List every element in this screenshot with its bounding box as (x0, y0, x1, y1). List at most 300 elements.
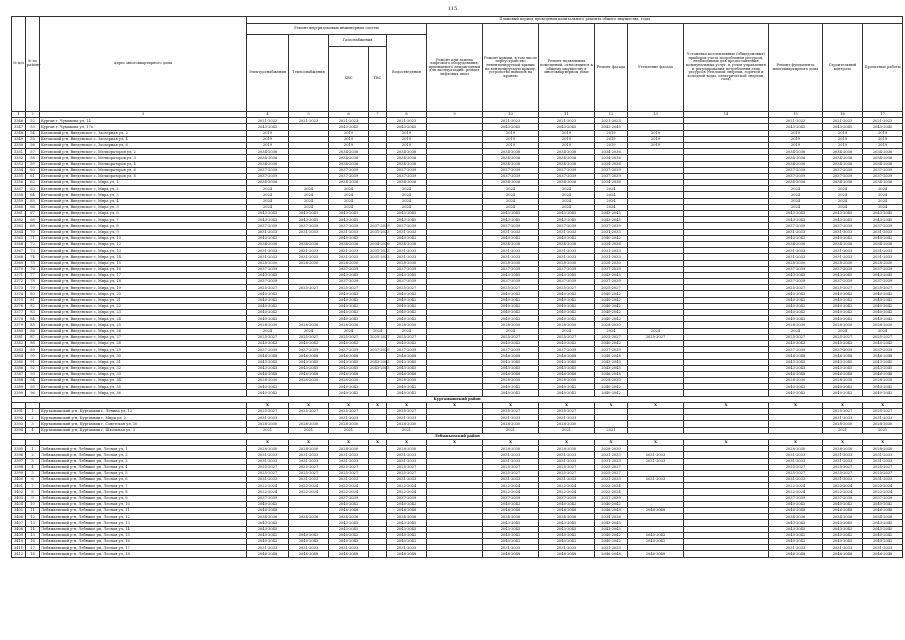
period-cell: 2025-2027 (387, 409, 427, 415)
period-cell: 2043-2045 (769, 124, 823, 130)
district-number: 91 (26, 359, 40, 365)
row-number: 3392 (12, 415, 26, 421)
period-cell: 2040-2042 (595, 310, 628, 316)
period-cell: 2043-2045 (289, 211, 329, 217)
address-cell: Кетовский р-н, Введенское с, Мира ул, 5 (40, 204, 247, 210)
period-cell: 2040-2042 (823, 235, 863, 241)
address-cell: Кетовский р-н, Введенское с, Мира ул, 17 (40, 272, 247, 278)
period-cell: 2043-2045 (247, 365, 289, 371)
period-cell: 2034-2036 (247, 180, 289, 186)
period-cell: 2028-2030 (483, 378, 539, 384)
period-cell: 2040-2042 (329, 310, 369, 316)
district-number: 64 (26, 192, 40, 198)
address-cell: Лебяжьевский р-н, Лебяжье рп, Лесная ул, 11 (40, 508, 247, 514)
period-cell: 2034-2036 (863, 149, 903, 155)
period-cell: 2034-2036 (863, 180, 903, 186)
period-cell: 2022-2024 (247, 489, 289, 495)
period-cell: 2031-2033 (863, 452, 903, 458)
period-cell: 2034-2036 (483, 161, 539, 167)
period-cell: 2040-2042 (863, 532, 903, 538)
period-cell: 2025-2027 (769, 464, 823, 470)
period-cell: 2043-2045 (247, 272, 289, 278)
period-cell: 2037-2039 (483, 495, 539, 501)
period-cell: 2037-2039 (823, 173, 863, 179)
period-cell: 2031-2033 (823, 477, 863, 483)
period-cell: 2040-2042 (769, 316, 823, 322)
period-cell: 2046-2048 (289, 371, 329, 377)
period-cell: 2019 (483, 136, 539, 142)
period-cell: 2037-2039 (387, 347, 427, 353)
district-number: 14 (26, 526, 40, 532)
period-cell: 2022-2024 (387, 489, 427, 495)
col-meters-header: Установка коллективных (общедомовых) приборов учета потребления ресурсов, необходимых для предоставления коммунальных услуг, и узлов управления и регулирования потребления этих ресурсов (тепловой энергии, горячей и холодной воды, электрической энергии, газа) (684, 24, 769, 112)
period-cell: 2037-2039 (387, 167, 427, 173)
row-number: 3388 (12, 378, 26, 384)
period-cell: 2024 (863, 186, 903, 192)
period-cell: 2037-2039 (247, 347, 289, 353)
period-cell: 2034-2036 (823, 155, 863, 161)
district-number: 56 (26, 142, 40, 148)
district-number: 17 (26, 545, 40, 551)
period-cell: 2034-2036 (329, 161, 369, 167)
district-number: 82 (26, 303, 40, 309)
not-applicable-cell: X (595, 402, 628, 408)
row-number: 3372 (12, 279, 26, 285)
period-cell: 2037-2039 (595, 223, 628, 229)
period-cell: 2046-2048 (823, 371, 863, 377)
period-cell: 2037-2039 (539, 266, 595, 272)
gas-water-group-header: Газоснабжения (329, 35, 387, 47)
district-number: 87 (26, 334, 40, 340)
period-cell: 2046-2048 (483, 508, 539, 514)
district-number: 12 (26, 514, 40, 520)
row-number: 3346 (12, 118, 26, 124)
period-cell: 2024 (387, 186, 427, 192)
period-cell: 2043-2045 (823, 211, 863, 217)
period-cell: 2034-2036 (595, 155, 628, 161)
period-cell: 2025-2027 (289, 409, 329, 415)
period-cell: 2037-2039 (539, 347, 595, 353)
period-cell: 2019 (387, 142, 427, 148)
period-cell: 2040-2042 (329, 538, 369, 544)
district-number: 88 (26, 340, 40, 346)
period-cell: 2043-2045 (247, 520, 289, 526)
period-cell: 2040-2042 (628, 538, 684, 544)
period-cell: 2024 (595, 198, 628, 204)
period-cell: 2022-2024 (329, 489, 369, 495)
period-cell: 2037-2039 (539, 279, 595, 285)
district-number: 61 (26, 173, 40, 179)
period-cell: 2025-2027 (539, 409, 595, 415)
period-cell: 2040-2042 (247, 538, 289, 544)
period-cell: 2024 (863, 198, 903, 204)
period-cell: 2040-2042 (628, 532, 684, 538)
address-cell: Кетовский р-н, Введенское с, Мира ул, 7 (40, 217, 247, 223)
period-cell: 2037-2039 (387, 495, 427, 501)
period-cell: 2040-2042 (863, 538, 903, 544)
period-cell: 2024 (247, 192, 289, 198)
district-number: 86 (26, 328, 40, 334)
district-number: 3 (26, 421, 40, 427)
period-cell: 2040-2042 (329, 303, 369, 309)
period-cell: 2043-2045 (769, 272, 823, 278)
period-cell: 2037-2039 (329, 347, 369, 353)
period-cell: 2024 (539, 192, 595, 198)
district-number: 68 (26, 217, 40, 223)
period-cell: 2025-2027 (289, 334, 329, 340)
period-cell: 2043-2045 (539, 124, 595, 130)
period-cell: 2040-2042 (247, 291, 289, 297)
period-cell: 2040-2042 (247, 316, 289, 322)
period-cell: 2037-2039 (329, 266, 369, 272)
period-cell: 2046-2048 (289, 353, 329, 359)
period-cell: 2031-2033 (628, 458, 684, 464)
period-cell: 2019 (247, 136, 289, 142)
period-cell: 2019 (628, 130, 684, 136)
period-cell: 2028-2030 (769, 446, 823, 452)
period-cell: 2021-2023 (769, 118, 823, 124)
period-cell: 2028-2030 (595, 260, 628, 266)
period-cell: 2037-2039 (769, 266, 823, 272)
row-number: 3363 (12, 223, 26, 229)
not-applicable-cell: X (539, 439, 595, 445)
period-cell: 2028-2030 (387, 421, 427, 427)
period-cell: 2040-2042 (539, 291, 595, 297)
period-cell: 2019 (769, 130, 823, 136)
period-cell: 2022-2024 (387, 483, 427, 489)
period-cell: 2024 (863, 204, 903, 210)
period-cell: 2040-2042 (539, 390, 595, 396)
period-cell: 2043-2045 (387, 359, 427, 365)
period-cell: 2024 (247, 186, 289, 192)
address-cell: Лебяжьевский р-н, Лебяжье рп, Лесная ул, 7 (40, 483, 247, 489)
period-cell: 2031-2033 (370, 254, 390, 259)
period-cell: 2043-2045 (483, 211, 539, 217)
period-cell: 2043-2045 (329, 526, 369, 532)
period-cell: 2025-2027 (387, 464, 427, 470)
period-cell: 2024 (769, 186, 823, 192)
period-cell: 2024 (483, 198, 539, 204)
district-number: 7 (26, 483, 40, 489)
period-cell: 2025-2027 (483, 285, 539, 291)
period-cell: 2037-2039 (483, 223, 539, 229)
period-cell: 2040-2042 (539, 310, 595, 316)
period-cell: 2034-2036 (247, 514, 289, 520)
not-applicable-cell: X (247, 439, 289, 445)
period-cell: 2040-2042 (595, 316, 628, 322)
not-applicable-cell: X (247, 402, 289, 408)
period-cell: 2040-2042 (483, 291, 539, 297)
col-address-header: Адрес многоквартирного дома (40, 17, 247, 112)
period-cell: 2031-2033 (329, 452, 369, 458)
period-cell: 2031-2033 (329, 229, 369, 235)
row-number: 3401 (12, 483, 26, 489)
period-cell: 2025-2027 (823, 409, 863, 415)
period-cell: 2037-2039 (595, 279, 628, 285)
address-cell: Курган г, Чумакова ул, 17а (40, 124, 247, 130)
period-cell: 2043-2045 (329, 211, 369, 217)
period-cell: 2034-2036 (370, 242, 390, 247)
district-number: 79 (26, 285, 40, 291)
period-cell: 2031-2033 (387, 229, 427, 235)
period-cell: 2040-2042 (769, 538, 823, 544)
period-cell: 2031-2033 (370, 248, 390, 253)
period-cell: 2021-2023 (329, 118, 369, 124)
row-number: 3398 (12, 464, 26, 470)
address-cell: Лебяжьевский р-н, Лебяжье рп, Лесная ул, 8 (40, 489, 247, 495)
period-cell: 2028-2030 (769, 322, 823, 328)
period-cell: 2025-2027 (539, 470, 595, 476)
period-cell: 2043-2045 (329, 217, 369, 223)
period-cell: 2037-2039 (539, 495, 595, 501)
period-cell: 2043-2045 (289, 365, 329, 371)
period-cell: 2040-2042 (539, 316, 595, 322)
period-cell: 2028-2030 (863, 322, 903, 328)
period-cell: 2024 (387, 198, 427, 204)
period-cell: 2040-2042 (595, 538, 628, 544)
period-cell: 2040-2042 (863, 384, 903, 390)
period-cell: 2037-2039 (539, 223, 595, 229)
address-cell: Куртамышский р-н, Куртамыш г, Советская ул, 10 (40, 421, 247, 427)
period-cell: 2021-2023 (595, 118, 628, 124)
period-cell: 2024 (329, 198, 369, 204)
period-cell: 2040-2042 (247, 384, 289, 390)
period-cell: 2040-2042 (247, 340, 289, 346)
period-cell: 2022-2024 (769, 489, 823, 495)
period-cell: 2031-2033 (823, 254, 863, 260)
period-cell: 2034-2036 (823, 161, 863, 167)
address-cell: Лебяжьевский р-н, Лебяжье рп, Лесная ул, 17 (40, 545, 247, 551)
address-cell: Кетовский р-н, Введенское с, Мира ул, 34 (40, 378, 247, 384)
address-cell: Кетовский р-н, Введенское с, Мира ул, 18 (40, 279, 247, 285)
period-cell: 2034-2036 (483, 241, 539, 247)
district-number: 63 (26, 186, 40, 192)
period-cell: 2028-2030 (289, 421, 329, 427)
period-cell: 2040-2042 (823, 303, 863, 309)
period-cell: 2028-2030 (483, 322, 539, 328)
period-cell: 2031-2033 (863, 229, 903, 235)
period-cell: 2040-2042 (769, 310, 823, 316)
period-cell: 2043-2045 (595, 211, 628, 217)
period-cell: 2024 (539, 198, 595, 204)
repair-schedule-table (11, 16, 903, 558)
period-cell: 2031-2033 (247, 248, 289, 254)
period-cell: 2034-2036 (539, 180, 595, 186)
period-cell: 2025-2027 (247, 464, 289, 470)
period-cell: 2025-2027 (823, 285, 863, 291)
not-applicable-cell: X (427, 402, 483, 408)
utilities-group-header: Ремонт внутридомовых инженерных систем (247, 24, 427, 35)
period-cell: 2040-2042 (387, 538, 427, 544)
period-cell: 2028-2030 (863, 446, 903, 452)
period-cell: 2031-2033 (595, 545, 628, 551)
period-cell: 2037-2039 (769, 223, 823, 229)
period-cell: 2025-2027 (370, 335, 390, 340)
period-cell: 2040-2042 (769, 532, 823, 538)
period-cell: 2043-2045 (863, 526, 903, 532)
district-number: 73 (26, 248, 40, 254)
address-cell: Кетовский р-н, Введенское с, Мелиораторов ул, 2 (40, 149, 247, 155)
period-cell: 2040-2042 (483, 384, 539, 390)
row-number: 3409 (12, 532, 26, 538)
col-elevator-header: Ремонт или замена лифтового оборудования, признанного непригодным для эксплуатации, ремонт лифтовых шахт (427, 24, 483, 112)
period-cell: 2040-2042 (483, 297, 539, 303)
period-cell: 2043-2045 (370, 359, 390, 364)
address-cell: Кетовский р-н, Введенское с, Мира ул, 27 (40, 334, 247, 340)
period-cell: 2046-2048 (769, 508, 823, 514)
address-cell: Кетовский р-н, Введенское с, Мира ул, 9 (40, 229, 247, 235)
period-cell: 2031-2033 (595, 229, 628, 235)
row-number: 3407 (12, 520, 26, 526)
period-cell: 2043-2045 (823, 359, 863, 365)
period-cell: 2043-2045 (483, 365, 539, 371)
period-cell: 2040-2042 (483, 501, 539, 507)
period-cell: 2040-2042 (539, 235, 595, 241)
period-cell: 2024 (863, 328, 903, 334)
period-cell: 2034-2036 (483, 149, 539, 155)
period-cell: 2040-2042 (823, 340, 863, 346)
period-cell: 2043-2045 (595, 520, 628, 526)
period-cell: 2046-2048 (387, 371, 427, 377)
period-cell: 2034-2036 (595, 161, 628, 167)
period-cell: 2025-2027 (387, 334, 427, 340)
period-cell: 2040-2042 (387, 316, 427, 322)
row-number: 3383 (12, 347, 26, 353)
period-cell: 2024 (387, 204, 427, 210)
column-number-cell: 17 (863, 112, 903, 118)
period-cell: 2037-2039 (595, 266, 628, 272)
period-cell: 2025-2027 (483, 464, 539, 470)
period-cell: 2043-2045 (247, 526, 289, 532)
period-cell: 2046-2048 (329, 371, 369, 377)
period-cell: 2043-2045 (863, 124, 903, 130)
not-applicable-cell: X (769, 439, 823, 445)
district-number: 92 (26, 365, 40, 371)
period-cell: 2031-2033 (387, 477, 427, 483)
period-cell: 2022-2024 (483, 483, 539, 489)
address-cell: Лебяжьевский р-н, Лебяжье рп, Лесная ул, 18 (40, 551, 247, 557)
period-cell: 2034-2036 (769, 161, 823, 167)
period-cell: 2037-2039 (863, 167, 903, 173)
period-cell: 2034-2036 (863, 241, 903, 247)
district-number: 84 (26, 316, 40, 322)
period-cell: 2025-2027 (483, 470, 539, 476)
period-cell: 2028-2030 (769, 260, 823, 266)
period-cell: 2034-2036 (863, 514, 903, 520)
period-cell: 2019 (628, 142, 684, 148)
period-cell: 2019 (247, 142, 289, 148)
period-cell: 2028-2030 (247, 378, 289, 384)
period-cell: 2028-2030 (863, 421, 903, 427)
address-cell: Кетовский р-н, Введенское с, Мира ул, 22 (40, 303, 247, 309)
address-cell: Кетовский р-н, Введенское с, Мира ул, 28 (40, 340, 247, 346)
period-cell: 2025-2027 (387, 285, 427, 291)
period-cell: 2025-2027 (329, 470, 369, 476)
period-cell: 2028-2030 (539, 446, 595, 452)
period-cell: 2037-2039 (823, 266, 863, 272)
period-cell: 2028-2030 (247, 322, 289, 328)
period-cell: 2024 (289, 328, 329, 334)
period-cell: 2022-2024 (823, 489, 863, 495)
period-cell: 2031-2033 (863, 415, 903, 421)
period-cell: 2040-2042 (247, 501, 289, 507)
period-cell: 2034-2036 (823, 241, 863, 247)
period-cell: 2040-2042 (483, 235, 539, 241)
not-applicable-cell: X (628, 402, 684, 408)
period-cell: 2043-2045 (769, 217, 823, 223)
period-cell: 2024 (823, 192, 863, 198)
period-cell: 2037-2039 (247, 266, 289, 272)
period-cell: 2034-2036 (539, 149, 595, 155)
period-cell: 2046-2048 (289, 551, 329, 557)
address-cell: Кетовский р-н, Введенское с, Мира ул, 15 (40, 260, 247, 266)
period-cell: 2031-2033 (539, 229, 595, 235)
district-number: 2 (26, 452, 40, 458)
period-cell: 2031-2033 (289, 229, 329, 235)
period-cell: 2040-2042 (769, 340, 823, 346)
period-cell: 2024 (823, 186, 863, 192)
period-cell: 2040-2042 (247, 390, 289, 396)
district-number: 80 (26, 291, 40, 297)
row-number: 3387 (12, 371, 26, 377)
period-cell: 2028-2030 (387, 378, 427, 384)
period-cell: 2031-2033 (539, 458, 595, 464)
address-cell: Кетовский р-н, Введенское с, Мира ул, 33 (40, 371, 247, 377)
period-cell: 2028-2030 (539, 421, 595, 427)
period-cell: 2028-2030 (539, 378, 595, 384)
period-cell: 2028-2030 (289, 446, 329, 452)
row-number: 3379 (12, 322, 26, 328)
period-cell: 2031-2033 (483, 254, 539, 260)
period-cell (684, 551, 769, 557)
period-cell: 2046-2048 (329, 353, 369, 359)
period-cell: 2043-2045 (387, 211, 427, 217)
district-number: 55 (26, 136, 40, 142)
period-cell: 2037-2039 (823, 495, 863, 501)
period-cell: 2046-2048 (823, 508, 863, 514)
period-cell: 2019 (539, 136, 595, 142)
period-cell: 2040-2042 (247, 303, 289, 309)
period-cell: 2046-2048 (863, 508, 903, 514)
period-cell: 2034-2036 (247, 161, 289, 167)
period-cell: 2037-2039 (483, 279, 539, 285)
period-cell: 2021 (823, 427, 863, 433)
period-cell: 2019 (387, 130, 427, 136)
period-cell: 2043-2045 (595, 124, 628, 130)
period-cell: 2046-2048 (329, 551, 369, 557)
period-cell: 2025-2027 (289, 285, 329, 291)
period-cell: 2043-2045 (539, 359, 595, 365)
period-cell: 2031-2033 (483, 229, 539, 235)
district-number: 2 (26, 415, 40, 421)
address-cell: Лебяжьевский р-н, Лебяжье рп, Лесная ул, 13 (40, 520, 247, 526)
col-foundation-header: Ремонт фундамента многоквартирного дома (769, 24, 823, 112)
period-cell: 2040-2042 (247, 532, 289, 538)
period-cell: 2037-2039 (329, 173, 369, 179)
period-cell: 2034-2036 (769, 180, 823, 186)
period-cell: 2040-2042 (289, 538, 329, 544)
period-cell: 2031-2033 (483, 477, 539, 483)
period-cell: 2040-2042 (289, 532, 329, 538)
period-cell: 2025-2027 (247, 285, 289, 291)
row-number: 3371 (12, 272, 26, 278)
row-number: 3403 (12, 495, 26, 501)
period-cell: 2019 (329, 142, 369, 148)
period-cell: 2046-2048 (539, 371, 595, 377)
period-cell: 2034-2036 (289, 241, 329, 247)
address-cell: Лебяжьевский р-н, Лебяжье рп, Лесная ул, 1 (40, 446, 247, 452)
period-cell: 2031-2033 (769, 248, 823, 254)
